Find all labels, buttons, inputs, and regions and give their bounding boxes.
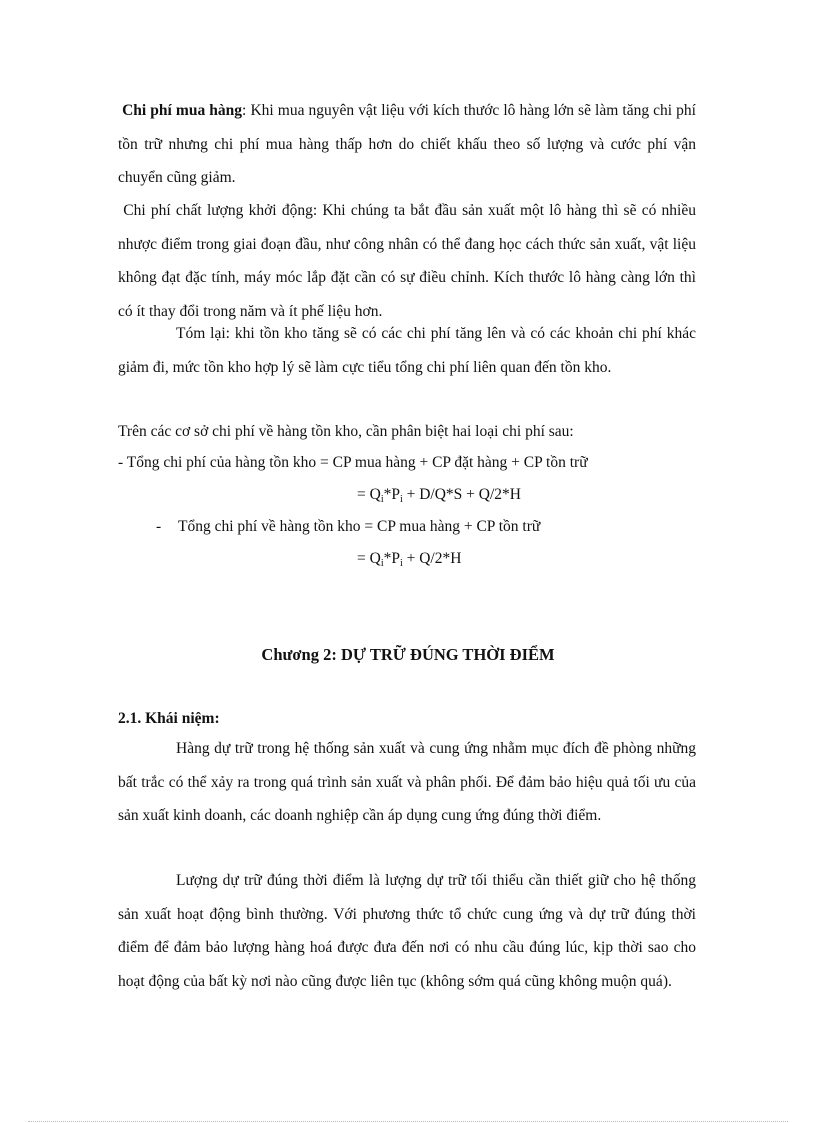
paragraph-quality-cost — [118, 194, 696, 328]
paragraph-concept: Hàng dự trữ trong hệ thống sản xuất và cung ứng nhằm mục đích đề phòng những bất trắc có thể xảy ra trong quá trình sản xuất và phân phối. Để đảm bảo hiệu quả tối ưu của sản xuất kinh doanh, các doanh nghiệp cần áp dụng cung ứng đúng thời điểm. — [118, 740, 696, 824]
quality-cost-text: Chi phí chất lượng khởi động: Khi chúng ta bắt đầu sản xuất một lô hàng thì sẽ có nhiều nhược điểm trong giai đoạn đầu, như công nhân có thể đang học cách thức sản xuất, vật liệu không đạt đặc tính, máy móc lắp đặt cần có sự điều chỉnh. Kích thước lô hàng càng lớn thì có ít thay đổi trong năm và ít phế liệu hơn. — [118, 202, 696, 320]
page-bottom-border — [28, 1121, 788, 1122]
purchase-cost-text: : Khi mua nguyên vật liệu với kích thước lô hàng lớn sẽ làm tăng chi phí tồn trữ nhưng chi phí mua hàng thấp hơn do chiết khấu theo số lượng và cước phí vận chuyển cũng giảm. — [118, 102, 696, 186]
chapter-title: Chương 2: DỰ TRỮ ĐÚNG THỜI ĐIỂM — [261, 645, 555, 664]
formula-total-cost-2-expansion: = $Q_i*P_i + Q/2*H$ — [357, 550, 462, 569]
paragraph-summary: Tóm lại: khi tồn kho tăng sẽ có các chi phí tăng lên và có các khoản chi phí khác giảm đi, mức tồn kho hợp lý sẽ làm cực tiểu tổng chi phí liên quan đến tồn kho. — [118, 325, 696, 376]
paragraph-jit-definition: Lượng dự trữ đúng thời điểm là lượng dự trữ tối thiểu cần thiết giữ cho hệ thống sản xuất hoạt động bình thường. Với phương thức tổ chức cung ứng và dự trữ đúng thời điểm để đảm bảo lượng hàng hoá được đưa đến nơi có nhu cầu đúng lúc, kịp thời sao cho hoạt động của bất kỳ nơi nào cũng được liên tục (không sớm quá cũng không muộn quá). — [118, 872, 696, 990]
formula-total-cost-1: - Tổng chi phí của hàng tồn kho = CP mua hàng + CP đặt hàng + CP tồn trữ — [118, 454, 588, 471]
formula-total-cost-2: Tổng chi phí về hàng tồn kho = CP mua hàng + CP tồn trữ — [178, 518, 541, 535]
section-title: 2.1. Khái niệm: — [118, 710, 220, 727]
term-purchase-cost: Chi phí mua hàng — [122, 102, 243, 119]
formula-dash: - — [156, 518, 162, 535]
formula-total-cost-1-expansion: = $Q_i*P_i + D/Q*S + Q/2*H$ — [357, 486, 521, 505]
paragraph-purchase-cost — [118, 94, 696, 195]
paragraph-cost-types: Trên các cơ sở chi phí về hàng tồn kho, cần phân biệt hai loại chi phí sau: — [118, 423, 574, 440]
